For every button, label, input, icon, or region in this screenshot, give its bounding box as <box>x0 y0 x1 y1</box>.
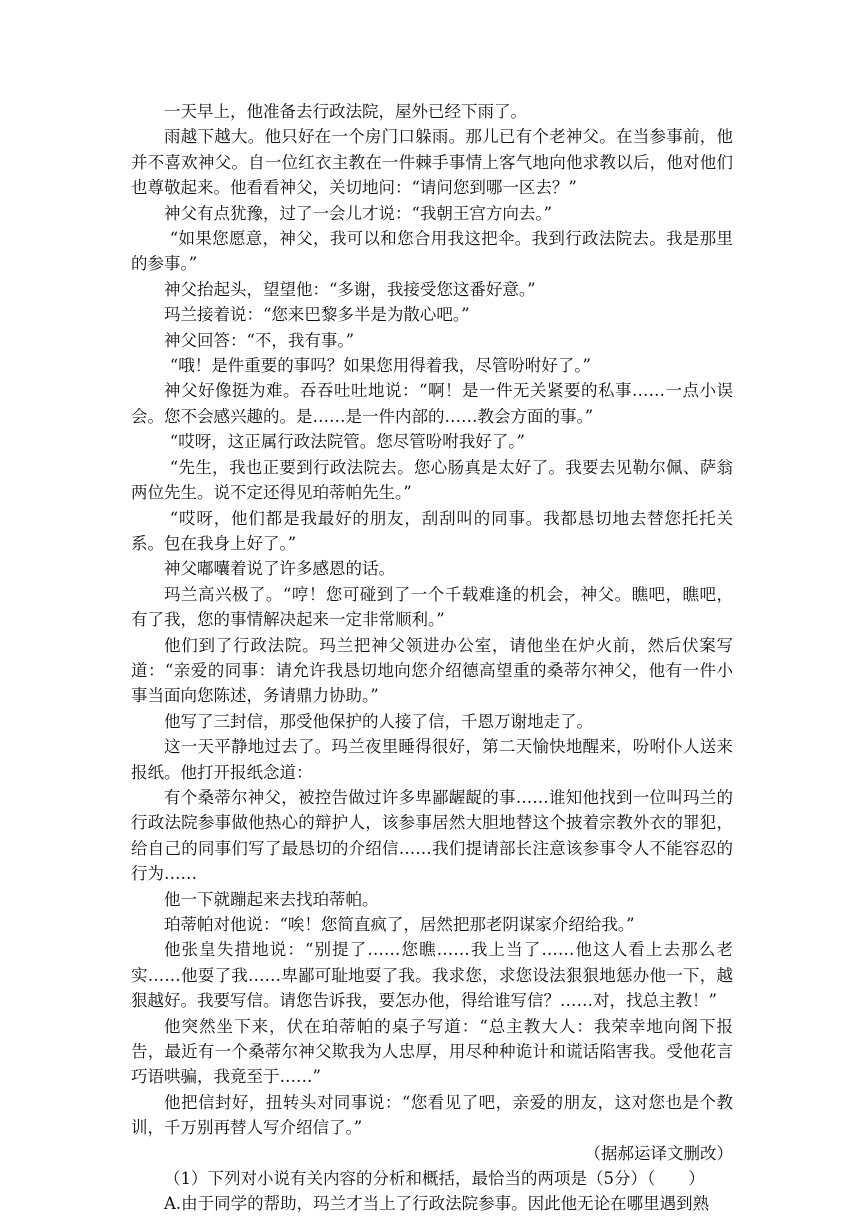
paragraph-16: 他写了三封信，那受他保护的人接了信，千恩万谢地走了。 <box>164 711 593 731</box>
paragraph-18: 有个桑蒂尔神父，被控告做过许多卑鄙龌龊的事……谁知他找到一位叫玛兰的行政法院参事做他热心的辩护人，该参事居然大胆地替这个披着宗教外衣的罪犯，给自己的同事们写了最恳切的介绍信……我们提请部长注意该参事令人不能容忍的行为…… <box>131 787 733 884</box>
paragraph-20: 珀蒂帕对他说：“唉！您简直疯了，居然把那老阴谋家介绍给我。” <box>164 915 635 934</box>
option-a: A.由于同学的帮助，玛兰才当上了行政法院参事。因此他无论在哪里遇到熟 <box>164 1194 710 1214</box>
paragraph-21: 他张皇失措地说：“别提了……您瞧……我上当了……他这人看上去那么老实……他耍了我……卑鄙可耻地耍了我。我求您，求您设法狠狠地惩办他一下，越狠越好。我要写信。请您告诉我，要怎办他，得给谁写信？……对，找总主教！” <box>131 940 733 1011</box>
paragraph-11: “先生，我也正要到行政法院去。您心肠真是太好了。我要去见勒尔佩、萨翁两位先生。说不定还得见珀蒂帕先生。” <box>131 457 733 503</box>
source-note: （据郝运译文删改） <box>584 1143 733 1163</box>
paragraph-15: 他们到了行政法院。玛兰把神父领进办公室，请他坐在炉火前，然后伏案写道：“亲爱的同事：请允许我恳切地向您介绍德高望重的桑蒂尔神父，他有一件小事当面向您陈述，务请鼎力协助。” <box>131 635 733 706</box>
document-page <box>131 99 733 1217</box>
paragraph-5: 神父抬起头，望望他：“多谢，我接受您这番好意。” <box>164 279 536 299</box>
paragraph-23: 他把信封好，扭转头对同事说：“您看见了吧，亲爱的朋友，这对您也是个教训，千万别再替人写介绍信了。” <box>131 1092 733 1138</box>
paragraph-6: 玛兰接着说：“您来巴黎多半是为散心吧。” <box>164 305 470 325</box>
paragraph-13: 神父嘟囔着说了许多感恩的话。 <box>164 559 395 579</box>
paragraph-19: 他一下就蹦起来去找珀蒂帕。 <box>164 889 379 909</box>
paragraph-1: 一天早上，他准备去行政法院，屋外已经下雨了。 <box>164 102 527 121</box>
question-1: （1）下列对小说有关内容的分析和概括，最恰当的两项是（5分）（ ） <box>164 1169 705 1189</box>
paragraph-10: “哎呀，这正属行政法院管。您尽管吩咐我好了。” <box>169 432 525 452</box>
paragraph-2: 雨越下越大。他只好在一个房门口躲雨。那儿已有个老神父。在当参事前，他并不喜欢神父。自一位红衣主教在一件棘手事情上客气地向他求教以后，他对他们也尊敬起来。他看看神父，关切地问：“请问您到哪一区去？” <box>131 127 733 198</box>
paragraph-9: 神父好像挺为难。吞吞吐吐地说：“啊！是一件无关紧要的私事……一点小误会。您不会感兴趣的。是……是一件内部的……教会方面的事。” <box>131 381 733 426</box>
paragraph-12: “哎呀，他们都是我最好的朋友，刮刮叫的同事。我都恳切地去替您托托关系。包在我身上好了。” <box>131 508 733 553</box>
paragraph-22: 他突然坐下来，伏在珀蒂帕的桌子写道：“总主教大人：我荣幸地向阁下报告，最近有一个桑蒂尔神父欺我为人忠厚，用尽种种诡计和谎话陷害我。受他花言巧语哄骗，我竟至于……” <box>131 1016 733 1087</box>
paragraph-14: 玛兰高兴极了。“哼！您可碰到了一个千载难逢的机会，神父。瞧吧，瞧吧，有了我，您的事情解决起来一定非常顺利。” <box>131 584 733 630</box>
paragraph-3: 神父有点犹豫，过了一会儿才说：“我朝王宫方向去。” <box>164 203 553 223</box>
paragraph-7: 神父回答：“不，我有事。” <box>164 330 355 350</box>
paragraph-17: 这一天平静地过去了。玛兰夜里睡得很好，第二天愉快地醒来，吩咐仆人送来报纸。他打开报纸念道： <box>131 737 733 782</box>
paragraph-8: “哦！是件重要的事吗？如果您用得着我，尽管吩咐好了。” <box>169 356 591 376</box>
paragraph-4: “如果您愿意，神父，我可以和您合用我这把伞。我到行政法院去。我是那里的参事。” <box>131 229 733 274</box>
